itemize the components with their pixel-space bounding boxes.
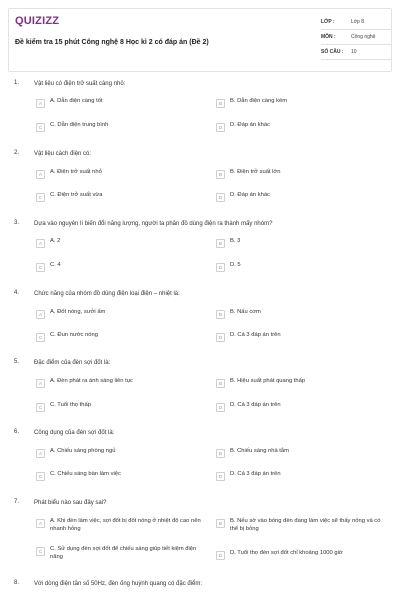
option-text: B. Nấu cơm: [230, 309, 261, 315]
option-letter: C: [36, 472, 45, 481]
option-letter: D: [216, 333, 225, 342]
option-text: D. Cả 3 đáp án trên: [230, 402, 281, 408]
option-d[interactable]: [216, 262, 388, 272]
option-d[interactable]: [216, 402, 388, 412]
question-text: Vật liệu có điện trở suất càng nhỏ:: [34, 81, 126, 87]
option-letter: C: [36, 263, 45, 272]
meta-row-count: [321, 45, 391, 60]
option-text: B. Hiệu suất phát quang thấp: [230, 378, 306, 384]
option-text: C. Dẫn điện trung bình: [50, 122, 109, 128]
question-number: 6.: [14, 429, 20, 435]
option-letter: D: [216, 403, 225, 412]
option-letter: B: [216, 170, 225, 179]
option-letter: A: [36, 99, 45, 108]
option-text: C. Đun nước nóng: [50, 332, 98, 338]
question-text: Chức năng của nhóm đồ dùng điện loại điện – nhiệt là:: [34, 291, 180, 297]
option-letter: A: [36, 449, 45, 458]
option-letter: C: [36, 547, 45, 556]
question-number: 1.: [14, 80, 20, 86]
option-letter: D: [216, 123, 225, 132]
option-c[interactable]: [36, 262, 208, 272]
option-text: C. Chiếu sáng bàn làm việc: [50, 471, 121, 477]
option-letter: D: [216, 263, 225, 272]
worksheet-header: [8, 8, 392, 72]
option-text: B. Điện trở suất lớn: [230, 169, 281, 175]
option-letter: A: [36, 239, 45, 248]
option-text: A. Khi đèn làm việc, sợi đốt bị đốt nóng ở nhiệt độ cao nên nhanh hỏng: [50, 518, 201, 532]
question-text: Vật liệu cách điện có:: [34, 151, 92, 157]
option-c[interactable]: [36, 546, 208, 561]
option-text: D. Cả 3 đáp án trên: [230, 471, 281, 477]
question-text: Với dòng điện tần số 50Hz, đèn ống huỳnh quang có đặc điểm:: [34, 581, 203, 587]
question-text: Phát biểu nào sau đây sai?: [34, 500, 107, 506]
option-text: A. Dẫn điện càng tốt: [50, 98, 103, 104]
option-b[interactable]: [216, 378, 388, 388]
option-b[interactable]: [216, 238, 388, 248]
option-b[interactable]: [216, 169, 388, 179]
option-letter: A: [36, 519, 45, 528]
meta-value: 10: [351, 49, 357, 55]
option-text: D. Tuổi thọ đèn sợi đốt chỉ khoảng 1000 giờ: [230, 550, 343, 556]
question-number: 4.: [14, 290, 20, 296]
option-text: A. Đèn phát ra ánh sáng liên tục: [50, 378, 133, 384]
option-text: D. Đáp án khác: [230, 122, 270, 128]
option-letter: B: [216, 519, 225, 528]
option-letter: A: [36, 379, 45, 388]
option-c[interactable]: [36, 122, 208, 132]
option-letter: A: [36, 170, 45, 179]
option-letter: B: [216, 310, 225, 319]
option-text: C. 4: [50, 262, 61, 268]
option-a[interactable]: [36, 98, 208, 108]
option-d[interactable]: [216, 122, 388, 132]
option-letter: B: [216, 239, 225, 248]
option-d[interactable]: [216, 471, 388, 481]
option-a[interactable]: [36, 448, 208, 458]
meta-label: LỚP :: [321, 19, 335, 25]
option-c[interactable]: [36, 471, 208, 481]
option-letter: B: [216, 379, 225, 388]
option-text: B. Chiếu sáng nhà tắm: [230, 448, 289, 454]
option-b[interactable]: [216, 98, 388, 108]
option-letter: A: [36, 310, 45, 319]
option-c[interactable]: [36, 192, 208, 202]
option-c[interactable]: [36, 332, 208, 342]
question-number: 5.: [14, 359, 20, 365]
option-b[interactable]: [216, 448, 388, 458]
meta-label: MÔN :: [321, 34, 336, 40]
option-text: B. Nếu sờ vào bóng đèn đang làm việc sẽ thấy nóng và có thể bị bỏng: [230, 518, 381, 532]
option-letter: B: [216, 99, 225, 108]
meta-row-subject: [321, 30, 391, 45]
option-letter: C: [36, 193, 45, 202]
option-text: A. Đốt nóng, sưởi ấm: [50, 309, 106, 315]
option-c[interactable]: [36, 402, 208, 412]
option-text: C. Điện trở suất vừa: [50, 192, 103, 198]
option-text: A. 2: [50, 238, 61, 244]
option-text: A. Chiếu sáng phòng ngủ: [50, 448, 116, 454]
option-b[interactable]: [216, 518, 388, 533]
option-letter: C: [36, 403, 45, 412]
question-number: 8.: [14, 580, 20, 586]
option-text: B. Dẫn điện càng kém: [230, 98, 288, 104]
option-d[interactable]: [216, 550, 388, 560]
meta-row-class: [321, 15, 391, 30]
option-a[interactable]: [36, 238, 208, 248]
option-letter: D: [216, 472, 225, 481]
option-text: C. Sử dụng đèn sợi đốt để chiếu sáng giúp tiết kiệm điện năng: [50, 546, 197, 560]
question-number: 7.: [14, 499, 20, 505]
meta-label: SỐ CÂU :: [321, 49, 344, 55]
option-a[interactable]: [36, 378, 208, 388]
option-b[interactable]: [216, 309, 388, 319]
option-text: B. 3: [230, 238, 241, 244]
option-text: D. 5: [230, 262, 241, 268]
question-text: Dựa vào nguyên lí biến đổi năng lượng, người ta phân đồ dùng điện ra thành mấy nhóm?: [34, 221, 273, 227]
question-number: 2.: [14, 150, 20, 156]
question-text: Công dụng của đèn sợi đốt là:: [34, 430, 115, 436]
meta-value: Công nghệ: [351, 34, 376, 40]
option-d[interactable]: [216, 332, 388, 342]
option-text: A. Điện trở suất nhỏ: [50, 169, 102, 175]
quizizz-logo: QUIZIZZ: [15, 15, 60, 27]
meta-table: [321, 15, 391, 60]
worksheet-title: Đề kiểm tra 15 phút Công nghệ 8 Học kì 2 có đáp án (Đề 2): [15, 39, 209, 46]
option-d[interactable]: [216, 192, 388, 202]
question-text: Đặc điểm của đèn sợi đốt là:: [34, 360, 111, 366]
option-letter: D: [216, 551, 225, 560]
meta-value: Lớp 8: [351, 19, 365, 25]
option-text: C. Tuổi thọ thấp: [50, 402, 91, 408]
option-a[interactable]: [36, 518, 208, 533]
option-a[interactable]: [36, 309, 208, 319]
option-text: D. Cả 3 đáp án trên: [230, 332, 281, 338]
option-text: D. Đáp án khác: [230, 192, 270, 198]
option-a[interactable]: [36, 169, 208, 179]
option-letter: B: [216, 449, 225, 458]
question-number: 3.: [14, 220, 20, 226]
option-letter: D: [216, 193, 225, 202]
option-letter: C: [36, 123, 45, 132]
option-letter: C: [36, 333, 45, 342]
